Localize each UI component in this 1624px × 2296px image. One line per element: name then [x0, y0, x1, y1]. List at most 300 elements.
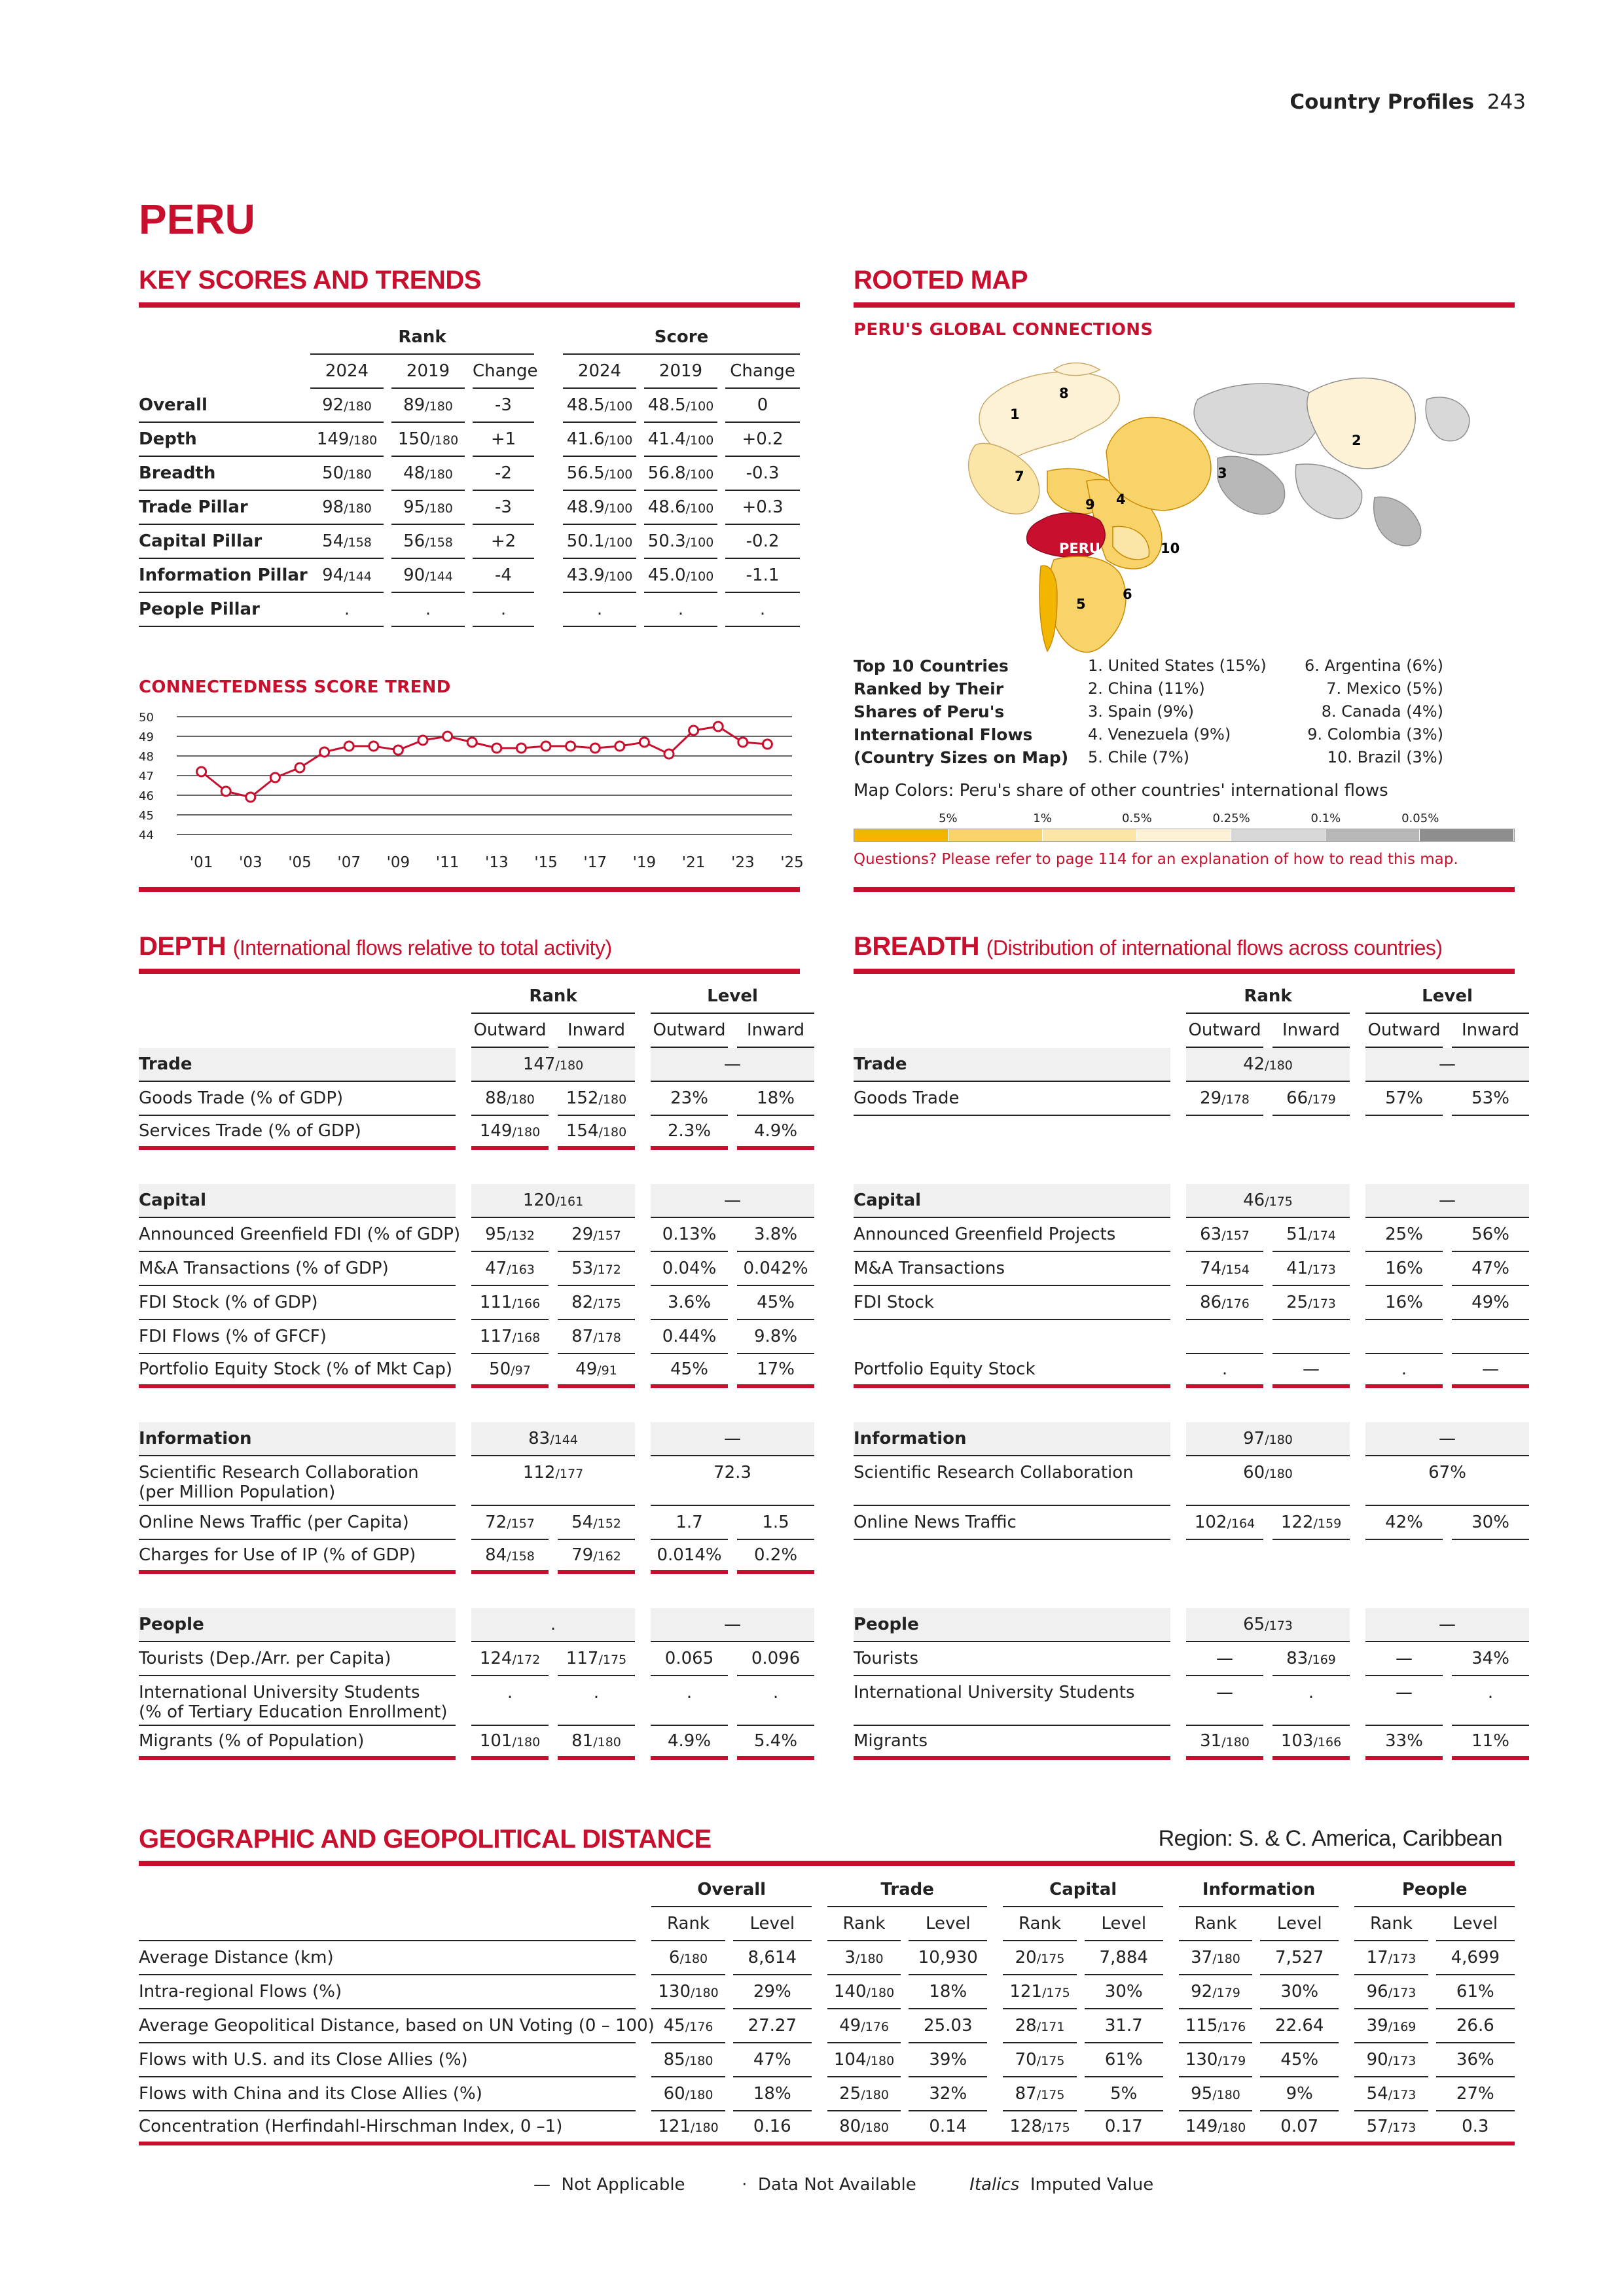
trend-point [492, 744, 501, 753]
geo-level: 26.6 [1456, 2016, 1494, 2036]
level-outward: 42% [1385, 1513, 1423, 1532]
metric-label: Migrants [854, 1726, 1170, 1760]
rank-outward: 74/154 [1200, 1259, 1250, 1278]
geo-level: 7,884 [1099, 1948, 1148, 1967]
geo-grid [139, 1873, 1515, 2145]
depth-title-text: DEPTH [139, 932, 226, 961]
pillar-level: — [651, 1608, 814, 1642]
rooted-map-rule [854, 302, 1515, 308]
key-row-label: Capital Pillar [139, 525, 310, 559]
geo-row-label: Flows with U.S. and its Close Allies (%) [139, 2043, 636, 2077]
top10-item: 7. Mexico (5%) [1326, 679, 1443, 698]
key-row [139, 491, 800, 525]
top10-item: 4. Venezuela (9%) [1088, 725, 1231, 744]
rank-outward: 101/180 [479, 1731, 541, 1751]
scale-swatch [1137, 829, 1231, 841]
geo-rank: 115/176 [1185, 2016, 1246, 2036]
level-inward: 0.2% [754, 1545, 798, 1565]
geo-rank: 96/173 [1366, 1982, 1416, 2001]
map-scale-labels [854, 812, 1515, 826]
level-outward: 0.065 [664, 1649, 714, 1668]
level-header: Level [651, 980, 814, 1014]
score-change: +0.2 [742, 429, 784, 449]
key-row-label: Information Pillar [139, 559, 310, 593]
score-2019: . [677, 600, 684, 619]
key-scores-rule [139, 302, 800, 308]
x-tick-label: '13 [485, 854, 509, 871]
rank-inward: 53/172 [571, 1259, 621, 1278]
rank-2024: 54/158 [322, 531, 372, 551]
rooted-map [890, 353, 1499, 661]
trend-point [516, 744, 526, 753]
trend-point [689, 726, 698, 735]
geo-rank: 90/173 [1366, 2050, 1416, 2070]
score-change: . [759, 600, 766, 619]
y-tick-label: 50 [139, 711, 154, 725]
x-tick-label: '07 [337, 854, 361, 871]
metric-level: 67% [1428, 1463, 1466, 1482]
outward-header: Outward [471, 1014, 549, 1048]
map-subtitle: PERU'S GLOBAL CONNECTIONS [854, 320, 1153, 340]
geo-rank: 60/180 [663, 2084, 713, 2104]
rank-2019: 89/180 [403, 395, 453, 415]
rank-2024: 94/144 [322, 565, 372, 585]
scale-label: 5% [939, 812, 958, 825]
geo-level: 5% [1110, 2084, 1138, 2104]
geo-group-header: Information [1179, 1873, 1339, 1907]
level-outward: . [686, 1683, 693, 1702]
top10-item: 5. Chile (7%) [1088, 748, 1190, 766]
col-header: Change [473, 355, 534, 389]
rank-outward: 117/168 [479, 1327, 541, 1346]
pillar-row [854, 1608, 1529, 1642]
geo-rank: 149/180 [1185, 2117, 1246, 2136]
metric-label: Announced Greenfield Projects [854, 1218, 1170, 1252]
metric-label: Portfolio Equity Stock (% of Mkt Cap) [139, 1354, 456, 1388]
geo-level: 22.64 [1275, 2016, 1324, 2036]
score-2019: 50.3/100 [647, 531, 714, 551]
top10-item: 8. Canada (4%) [1321, 702, 1443, 721]
metric-row [139, 1286, 814, 1320]
rank-outward: 47/163 [485, 1259, 535, 1278]
geo-row [139, 2111, 1515, 2145]
geo-level: 36% [1456, 2050, 1494, 2070]
rank-outward: 50/97 [489, 1359, 531, 1379]
geo-level: 4,699 [1451, 1948, 1500, 1967]
geo-level: 39% [929, 2050, 967, 2070]
level-outward: 23% [670, 1088, 708, 1108]
scale-swatch [1043, 829, 1137, 841]
score-2019: 41.4/100 [647, 429, 714, 449]
pillar-rank-value: 83/144 [528, 1429, 578, 1448]
inward-header: Inward [558, 1014, 635, 1048]
key-row-label: People Pillar [139, 593, 310, 627]
geo-level: 61% [1104, 2050, 1143, 2070]
footer-legend [533, 2175, 1153, 2195]
depth-desc: (International flows relative to total activity) [232, 936, 612, 960]
map-label-8: 8 [1059, 386, 1069, 401]
trend-point [295, 763, 304, 772]
map-color-scale [854, 829, 1515, 842]
y-tick-label: 45 [139, 809, 154, 823]
metric-label: Tourists (Dep./Arr. per Capita) [139, 1642, 456, 1676]
col-header: Change [725, 355, 800, 389]
rank-header: Rank [1354, 1907, 1428, 1941]
pillar-label: People [854, 1608, 1170, 1642]
level-inward: 56% [1471, 1225, 1509, 1244]
geo-rank: 95/180 [1191, 2084, 1240, 2104]
level-outward: 0.13% [662, 1225, 717, 1244]
metric-label: FDI Flows (% of GFCF) [139, 1320, 456, 1354]
level-inward: 9.8% [754, 1327, 798, 1346]
geo-level: 0.07 [1280, 2117, 1319, 2136]
geo-rank: 17/173 [1366, 1948, 1416, 1967]
rank-outward: 95/132 [485, 1225, 535, 1244]
pillar-rank [1186, 1184, 1350, 1218]
pillar-level: — [1365, 1184, 1529, 1218]
map-label-2: 2 [1352, 433, 1362, 448]
breadth-table-grid [854, 980, 1529, 1760]
section-name: Country Profiles [1290, 90, 1475, 114]
level-outward: — [1396, 1683, 1413, 1702]
geo-level: 18% [929, 1982, 967, 2001]
rank-outward: 124/172 [479, 1649, 541, 1668]
trend-point [640, 738, 649, 747]
metric-row [139, 1320, 814, 1354]
x-tick-label: '05 [288, 854, 312, 871]
rank-change: -2 [495, 463, 512, 483]
inward-header: Inward [737, 1014, 814, 1048]
rank-outward: 31/180 [1200, 1731, 1250, 1751]
trend-rule [139, 887, 800, 892]
rank-inward: 81/180 [571, 1731, 621, 1751]
pillar-level: — [1365, 1608, 1529, 1642]
score-2024: 41.6/100 [566, 429, 633, 449]
col-header: 2019 [644, 355, 717, 389]
key-row [139, 559, 800, 593]
level-outward: 4.9% [667, 1731, 712, 1751]
top10-list-left [1088, 655, 1267, 769]
score-2019: 56.8/100 [647, 463, 714, 483]
trend-chart [131, 704, 805, 880]
pillar-level: — [651, 1184, 814, 1218]
trend-point [763, 740, 772, 749]
level-inward: 49% [1471, 1293, 1509, 1312]
geo-row [139, 1941, 1515, 1975]
trend-point [418, 736, 427, 745]
level-inward: — [1482, 1359, 1500, 1379]
level-header: Level [1436, 1907, 1515, 1941]
pillar-rank [471, 1422, 635, 1456]
geo-row-label: Average Geopolitical Distance, based on UN Voting (0 – 100) [139, 2009, 636, 2043]
key-row-label: Depth [139, 423, 310, 457]
level-inward: 17% [757, 1359, 795, 1379]
depth-title [139, 932, 612, 961]
italics-sample: Italics [969, 2175, 1020, 2195]
outward-header: Outward [651, 1014, 728, 1048]
metric-row [139, 1252, 814, 1286]
outward-header: Outward [1365, 1014, 1443, 1048]
key-row [139, 389, 800, 423]
geo-rank: 54/173 [1366, 2084, 1416, 2104]
rank-change: +1 [490, 429, 516, 449]
geo-rank: 92/179 [1191, 1982, 1240, 2001]
top10-item: 6. Argentina (6%) [1304, 656, 1443, 675]
rank-2024: 92/180 [322, 395, 372, 415]
rank-change: -4 [495, 565, 512, 585]
geo-level: 47% [753, 2050, 791, 2070]
metric-row [854, 1456, 1529, 1506]
geo-rank: 121/175 [1009, 1982, 1070, 2001]
x-tick-label: '15 [534, 854, 558, 871]
metric-label: Announced Greenfield FDI (% of GDP) [139, 1218, 456, 1252]
level-outward: 0.014% [657, 1545, 722, 1565]
trend-point [246, 793, 255, 802]
rank-inward: 54/152 [571, 1513, 621, 1532]
metric-label: Online News Traffic (per Capita) [139, 1506, 456, 1540]
metric-row [139, 1676, 814, 1726]
geo-level: 8,614 [748, 1948, 797, 1967]
rank-header: Rank [1186, 980, 1350, 1014]
rank-inward: 82/175 [571, 1293, 621, 1312]
geo-group-header: Capital [1003, 1873, 1163, 1907]
rank-group-header: Rank [310, 321, 534, 355]
top10-item: 10. Brazil (3%) [1327, 748, 1443, 766]
score-change: -0.2 [746, 531, 780, 551]
pillar-level: — [651, 1048, 814, 1082]
pillar-label: Information [854, 1422, 1170, 1456]
pillar-rank [471, 1048, 635, 1082]
map-label-7: 7 [1015, 469, 1024, 484]
x-tick-label: '19 [632, 854, 657, 871]
level-outward: 16% [1385, 1293, 1423, 1312]
pillar-row [139, 1184, 814, 1218]
metric-label: International University Students [854, 1676, 1170, 1726]
level-outward: 16% [1385, 1259, 1423, 1278]
top10-title-line: International Flows [854, 725, 1033, 744]
geo-rank: 87/175 [1015, 2084, 1065, 2104]
level-outward: 1.7 [676, 1513, 703, 1532]
rank-header: Rank [827, 1907, 901, 1941]
level-outward: 2.3% [667, 1121, 712, 1141]
rank-2024: 149/180 [316, 429, 378, 449]
map-label-6: 6 [1123, 586, 1132, 602]
rank-change: . [500, 600, 507, 619]
rank-inward: 83/169 [1286, 1649, 1336, 1668]
score-change: 0 [757, 395, 768, 415]
geo-rank: 80/180 [839, 2117, 889, 2136]
rank-2024: 98/180 [322, 497, 372, 517]
level-inward: 47% [1471, 1259, 1509, 1278]
metric-label: Migrants (% of Population) [139, 1726, 456, 1760]
map-label-1: 1 [1010, 406, 1020, 422]
level-inward: 30% [1471, 1513, 1509, 1532]
rank-outward: 111/166 [479, 1293, 541, 1312]
score-2024: 48.9/100 [566, 497, 633, 517]
rank-2019: . [425, 600, 431, 619]
geo-rank: 37/180 [1191, 1948, 1240, 1967]
map-peru-label: PERU [1059, 541, 1100, 556]
geo-row-label: Concentration (Herfindahl-Hirschman Index, 0 –1) [139, 2111, 636, 2145]
geo-rule [139, 1861, 1515, 1866]
geo-level: 61% [1456, 1982, 1494, 2001]
trend-point [197, 767, 206, 776]
pillar-rank-value: 147/180 [522, 1054, 584, 1074]
pillar-row [139, 1422, 814, 1456]
key-row-label: Breadth [139, 457, 310, 491]
geo-rank: 130/179 [1185, 2050, 1246, 2070]
geo-group-header: People [1354, 1873, 1515, 1907]
geo-level: 27.27 [748, 2016, 797, 2036]
x-tick-label: '01 [189, 854, 213, 871]
key-row [139, 525, 800, 559]
metric-label: Goods Trade [854, 1082, 1170, 1116]
map-label-5: 5 [1076, 596, 1086, 612]
metric-row [854, 1218, 1529, 1252]
top10-title [854, 655, 1068, 769]
metric-rank: 112/177 [522, 1463, 584, 1482]
level-inward: 1.5 [762, 1513, 789, 1532]
level-header: Level [1085, 1907, 1163, 1941]
key-scores-title: KEY SCORES AND TRENDS [139, 266, 481, 295]
metric-row [854, 1082, 1529, 1116]
rank-outward: . [1221, 1359, 1228, 1379]
trend-point [320, 747, 329, 757]
imputed-label: Imputed Value [1030, 2175, 1154, 2195]
geo-level: 32% [929, 2084, 967, 2104]
rank-change: -3 [495, 395, 512, 415]
rank-inward: — [1303, 1359, 1320, 1379]
outward-header: Outward [1186, 1014, 1263, 1048]
level-inward: 0.042% [743, 1259, 808, 1278]
metric-row [139, 1726, 814, 1760]
rank-inward: 29/157 [571, 1225, 621, 1244]
map-label-9: 9 [1085, 497, 1095, 512]
x-tick-label: '21 [681, 854, 706, 871]
score-2019: 48.6/100 [647, 497, 714, 517]
score-change: -0.3 [746, 463, 780, 483]
geo-level: 10,930 [918, 1948, 978, 1967]
rank-outward: 29/178 [1200, 1088, 1250, 1108]
metric-label: Portfolio Equity Stock [854, 1354, 1170, 1388]
score-2024: 48.5/100 [566, 395, 633, 415]
pillar-label: Trade [139, 1048, 456, 1082]
pillar-rank-value: 97/180 [1243, 1429, 1293, 1448]
level-inward: 18% [757, 1088, 795, 1108]
rooted-map-title: ROOTED MAP [854, 266, 1028, 295]
scale-label: 0.5% [1121, 812, 1152, 825]
score-2024: . [596, 600, 603, 619]
trend-point [369, 742, 378, 751]
na-symbol: — [533, 2175, 550, 2195]
key-row-label: Overall [139, 389, 310, 423]
level-inward: . [1487, 1683, 1494, 1702]
geo-group-header: Overall [651, 1873, 811, 1907]
rank-outward: 86/176 [1200, 1293, 1250, 1312]
geo-region: Region: S. & C. America, Caribbean [1158, 1826, 1502, 1851]
pillar-level: — [651, 1422, 814, 1456]
breadth-title-text: BREADTH [854, 932, 980, 961]
top10-item: 2. China (11%) [1088, 679, 1205, 698]
metric-row [139, 1506, 814, 1540]
metric-label: Charges for Use of IP (% of GDP) [139, 1540, 456, 1574]
key-table [139, 321, 800, 627]
pillar-rank [1186, 1422, 1350, 1456]
pillar-rank [471, 1184, 635, 1218]
metric-row [139, 1218, 814, 1252]
pillar-rank-value: 120/161 [522, 1191, 584, 1210]
rank-2019: 150/180 [397, 429, 459, 449]
metric-row [139, 1540, 814, 1574]
trend-point [541, 742, 550, 751]
col-header: 2024 [563, 355, 636, 389]
geo-rank: 45/176 [663, 2016, 713, 2036]
pillar-label: Capital [139, 1184, 456, 1218]
level-header: Level [733, 1907, 812, 1941]
metric-row [139, 1354, 814, 1388]
pillar-row [139, 1048, 814, 1082]
level-outward: 25% [1385, 1225, 1423, 1244]
level-outward: 45% [670, 1359, 708, 1379]
rank-2024: 50/180 [322, 463, 372, 483]
level-inward: . [772, 1683, 779, 1702]
level-outward: 57% [1385, 1088, 1423, 1108]
rank-inward: . [1308, 1683, 1314, 1702]
trend-point [467, 738, 477, 747]
rank-inward: 25/173 [1286, 1293, 1336, 1312]
level-inward: 11% [1471, 1731, 1509, 1751]
trend-line [202, 726, 768, 797]
pillar-level: — [1365, 1422, 1529, 1456]
geo-level: 30% [1280, 1982, 1319, 2001]
level-outward: 3.6% [667, 1293, 712, 1312]
pillar-row [854, 1048, 1529, 1082]
trend-point [443, 732, 452, 741]
metric-label: Goods Trade (% of GDP) [139, 1082, 456, 1116]
rank-inward: 152/180 [566, 1088, 627, 1108]
dna-symbol: · [742, 2175, 748, 2195]
scale-swatch [1231, 829, 1326, 841]
pillar-rank-value: . [550, 1615, 556, 1634]
y-tick-label: 47 [139, 770, 154, 783]
rank-change: -3 [495, 497, 512, 517]
y-tick-label: 49 [139, 730, 154, 744]
top10-title-line: Top 10 Countries [854, 656, 1009, 675]
pillar-label: Information [139, 1422, 456, 1456]
pillar-rank-value: 46/175 [1243, 1191, 1293, 1210]
trend-point [344, 742, 353, 751]
geo-rank: 57/173 [1366, 2117, 1416, 2136]
inward-header: Inward [1452, 1014, 1529, 1048]
level-outward: 0.04% [662, 1259, 717, 1278]
trend-point [664, 749, 674, 759]
key-row-label: Trade Pillar [139, 491, 310, 525]
scale-swatch [1326, 829, 1420, 841]
score-2019: 48.5/100 [647, 395, 714, 415]
top10-item: 1. United States (15%) [1088, 656, 1267, 675]
metric-row [854, 1252, 1529, 1286]
pillar-rank [1186, 1608, 1350, 1642]
geo-level: 27% [1456, 2084, 1494, 2104]
rank-outward: . [507, 1683, 513, 1702]
trend-title: CONNECTEDNESS SCORE TREND [139, 677, 451, 697]
metric-row [854, 1354, 1529, 1388]
trend-point [615, 742, 624, 751]
rank-2019: 90/144 [403, 565, 453, 585]
level-header: Level [909, 1907, 987, 1941]
y-tick-label: 44 [139, 829, 154, 842]
metric-row [139, 1456, 814, 1506]
